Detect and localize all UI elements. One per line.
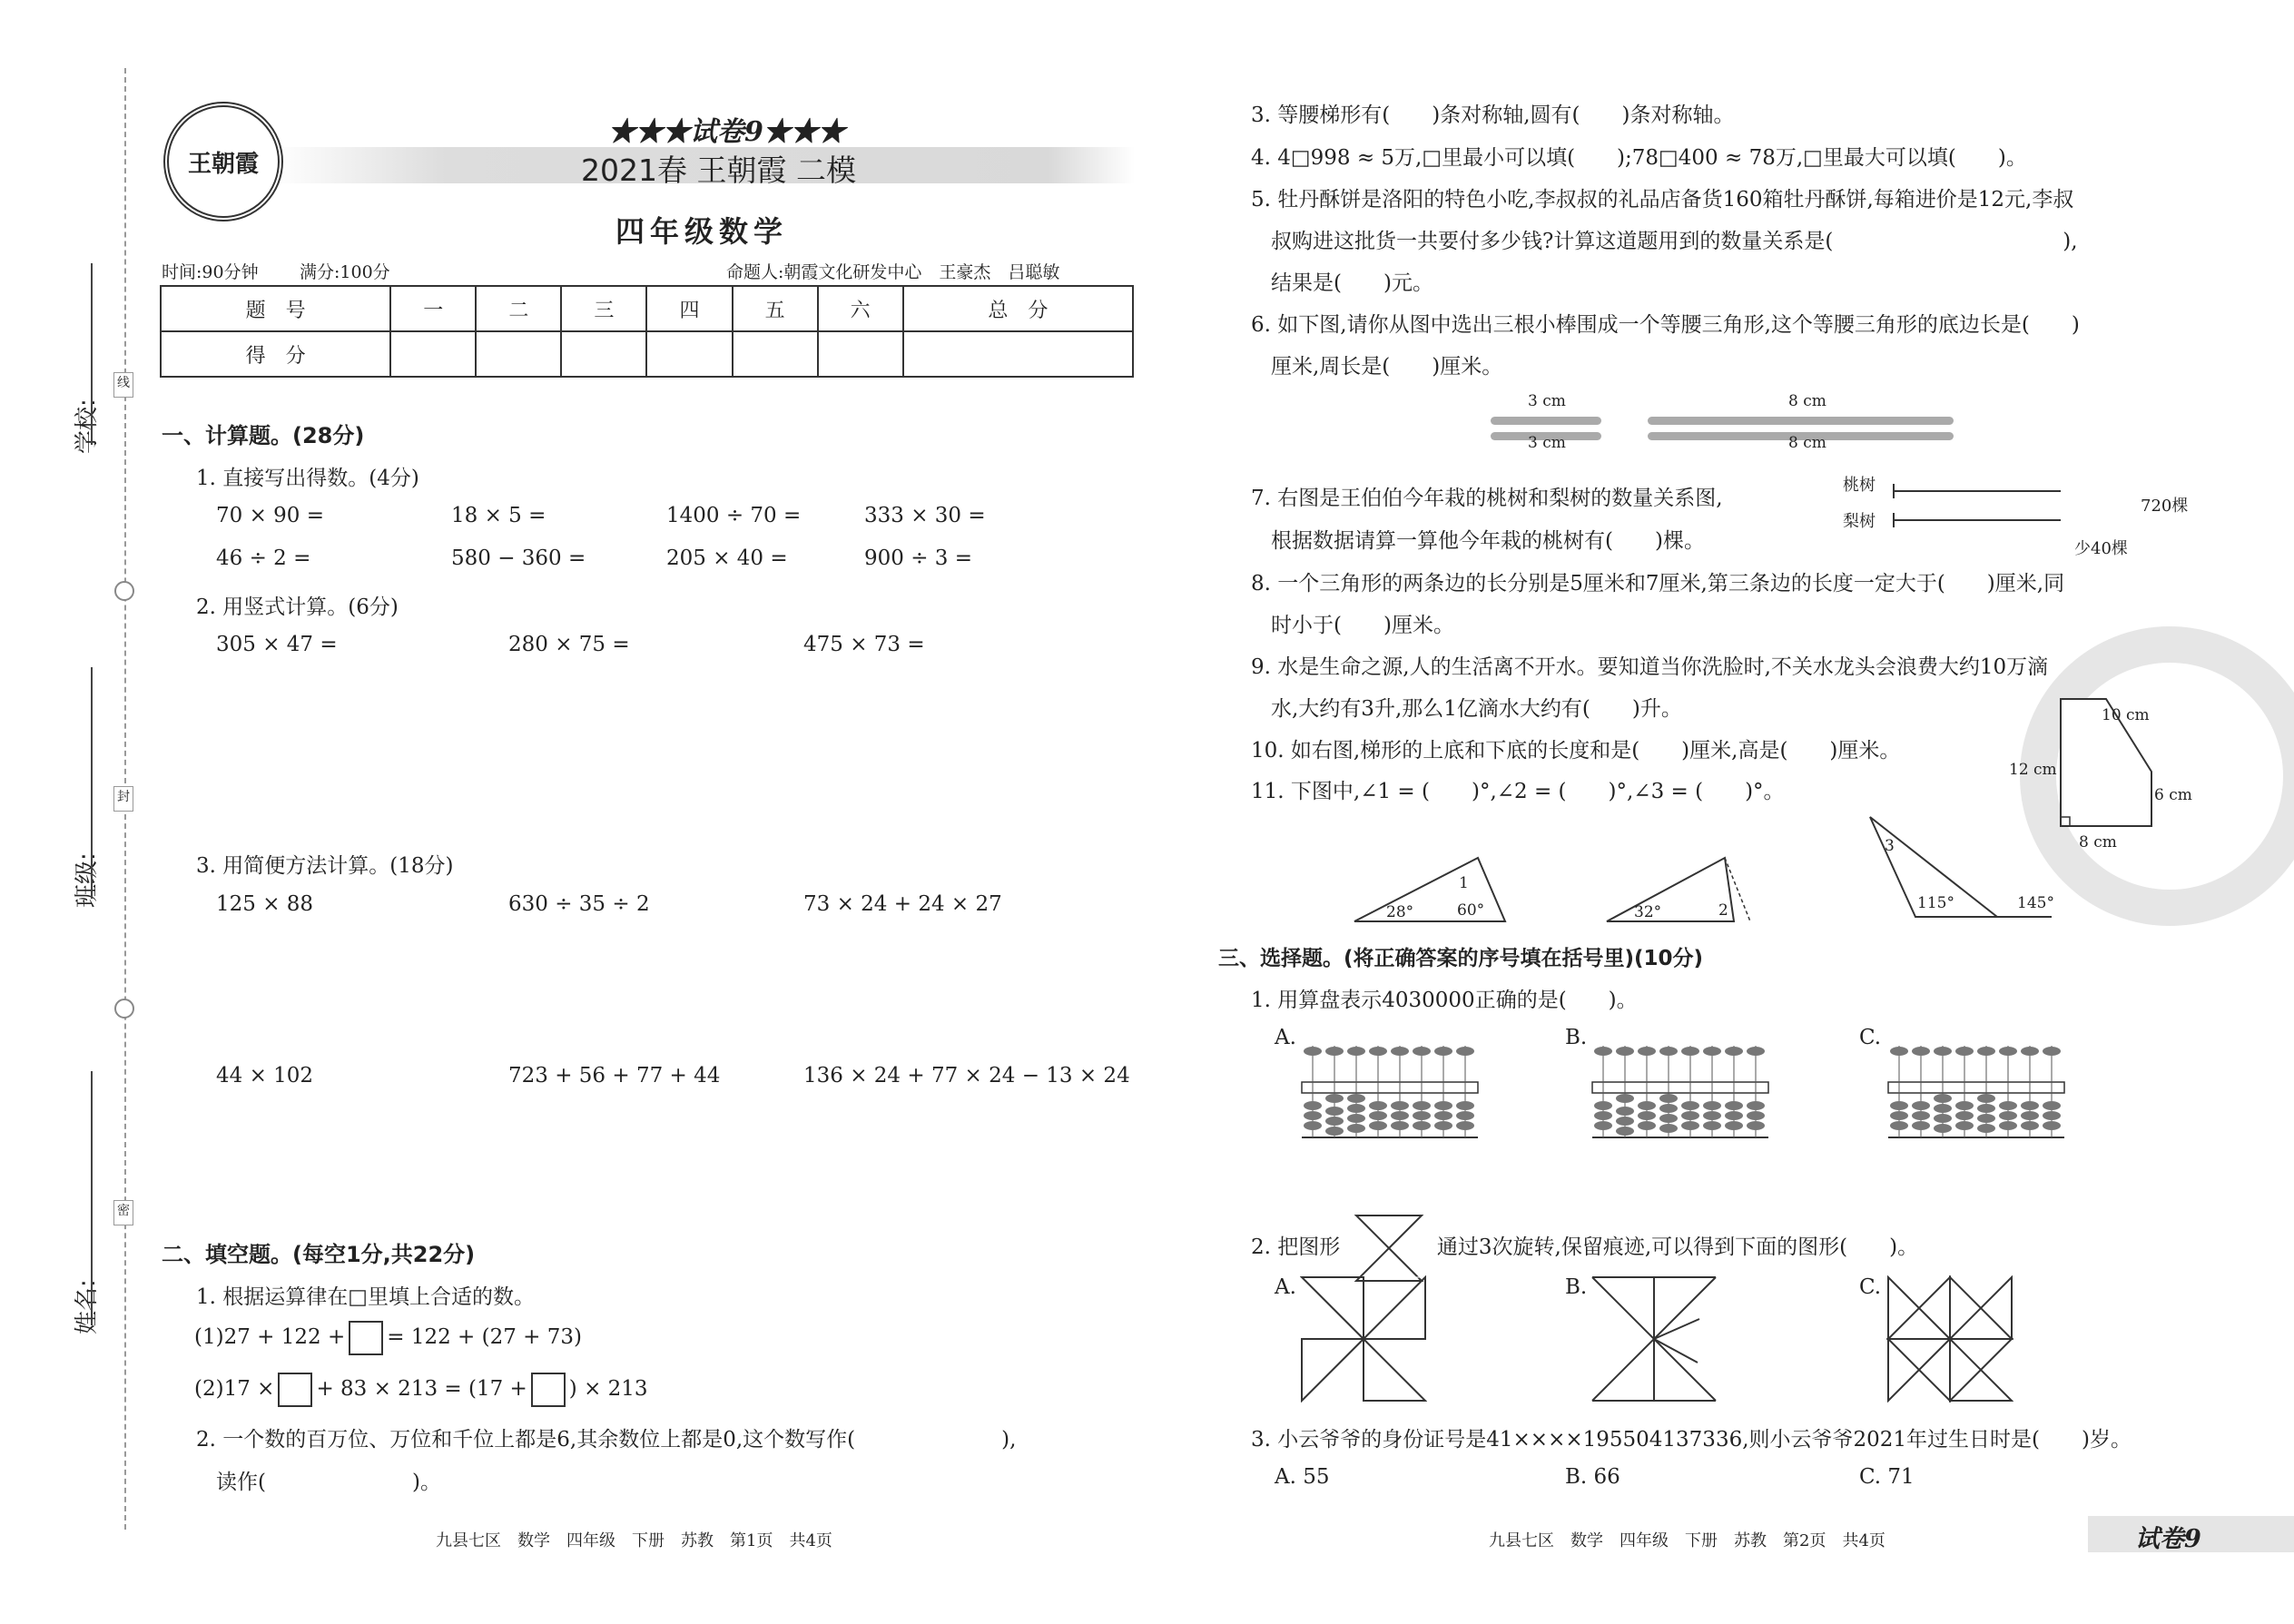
- choice-3-opt-b[interactable]: B. 66: [1565, 1465, 1620, 1489]
- trap-label: 8 cm: [2079, 833, 2117, 851]
- question-2-6-cont: 厘米,周长是( )厘米。: [1271, 355, 1503, 379]
- score-header-row: [161, 286, 1133, 331]
- q21b-b: + 83 × 213 = (17 +: [316, 1377, 527, 1401]
- choice-3-opt-a[interactable]: A. 55: [1275, 1465, 1330, 1489]
- score-cell: 六: [818, 286, 903, 331]
- question-2-1: 1. 根据运算律在□里填上合适的数。: [196, 1285, 535, 1309]
- score-cell: 题 号: [161, 286, 390, 331]
- question-2-4: 4. 4□998 ≈ 5万,□里最小可以填( );78□400 ≈ 78万,□里最大可以填( )。: [1251, 146, 2027, 170]
- binding-mark-secret: 密: [113, 1200, 133, 1225]
- calc-item: 46 ÷ 2 =: [216, 546, 311, 570]
- pinwheel-a-icon: [1300, 1275, 1427, 1403]
- angle-label: 2: [1718, 901, 1728, 920]
- logo-seal: [163, 102, 283, 221]
- choice-3-opt-c[interactable]: C. 71: [1859, 1465, 1915, 1489]
- question-2-5-cont: 叔购进这批货一共要付多少钱?计算这道题用到的数量关系是( ),: [1271, 230, 2078, 253]
- q21b-c: ) × 213: [568, 1377, 648, 1401]
- simplify-item: 73 × 24 + 24 × 27: [803, 892, 1002, 916]
- question-2-8-cont: 时小于( )厘米。: [1271, 614, 1454, 637]
- question-1-3: 3. 用简便方法计算。(18分): [196, 854, 454, 878]
- question-2-7-cont: 根据数据请算一算他今年栽的桃树有( )棵。: [1271, 529, 1705, 553]
- choice-1-opt-c[interactable]: C.: [1859, 1026, 1882, 1049]
- question-2-1a: [194, 1321, 582, 1355]
- question-2-1b: [194, 1373, 648, 1407]
- angle-label: 32°: [1634, 903, 1662, 921]
- class-field[interactable]: [91, 667, 93, 899]
- page-footer-left: 九县七区 数学 四年级 下册 苏教 第1页 共4页: [436, 1531, 832, 1550]
- question-2-8: 8. 一个三角形的两条边的长分别是5厘米和7厘米,第三条边的长度一定大于( )厘米,同: [1251, 572, 2065, 595]
- name-field[interactable]: [91, 1071, 93, 1325]
- section-3-title: 三、选择题。(将正确答案的序号填在括号里)(10分): [1218, 947, 1704, 970]
- question-2-2: 2. 一个数的百万位、万位和千位上都是6,其余数位上都是0,这个数写作( ),: [196, 1428, 1017, 1452]
- choice-1-opt-b[interactable]: B.: [1565, 1026, 1588, 1049]
- question-2-5: 5. 牡丹酥饼是洛阳的特色小吃,李叔叔的礼品店备货160箱牡丹酥饼,每箱进价是12元,李叔: [1251, 188, 2074, 212]
- choice-1-opt-a[interactable]: A.: [1275, 1026, 1296, 1049]
- trap-label: 10 cm: [2102, 706, 2150, 724]
- school-label: 学校:: [74, 399, 101, 454]
- pinwheel-piece-icon: [1353, 1212, 1425, 1284]
- answer-box[interactable]: [278, 1373, 312, 1407]
- stick-8cm: [1648, 417, 1954, 425]
- section-1-title: 一、计算题。(28分): [162, 423, 365, 448]
- score-input[interactable]: [733, 331, 818, 377]
- score-cell: 一: [390, 286, 476, 331]
- abacus-c-icon: [1886, 1042, 2068, 1142]
- simplify-item: 136 × 24 + 77 × 24 − 13 × 24: [803, 1064, 1130, 1088]
- question-2-7: 7. 右图是王伯伯今年栽的桃树和梨树的数量关系图,: [1251, 487, 1723, 510]
- label-peach: 桃树: [1843, 476, 1876, 495]
- school-field[interactable]: [91, 263, 93, 445]
- calc-item: 580 − 360 =: [451, 546, 586, 570]
- exam-full-score: 满分:100分: [300, 262, 390, 282]
- score-input[interactable]: [476, 331, 561, 377]
- label-pear: 梨树: [1843, 512, 1876, 531]
- score-cell: 二: [476, 286, 561, 331]
- calc-item: 900 ÷ 3 =: [864, 546, 973, 570]
- score-cell: 三: [561, 286, 646, 331]
- stick-label: 3 cm: [1528, 392, 1566, 410]
- section-2-title: 二、填空题。(每空1分,共22分): [162, 1242, 476, 1267]
- page-footer-right: 九县七区 数学 四年级 下册 苏教 第2页 共4页: [1489, 1531, 1885, 1550]
- vertical-calc-item: 280 × 75 =: [508, 633, 630, 656]
- exam-time: 时间:90分钟: [162, 262, 259, 282]
- question-1-1: 1. 直接写出得数。(4分): [196, 467, 419, 490]
- choice-2-opt-b[interactable]: B.: [1565, 1275, 1588, 1299]
- angle-label: 3: [1885, 837, 1895, 855]
- question-2-6: 6. 如下图,请你从图中选出三根小棒围成一个等腰三角形,这个等腰三角形的底边长是( ): [1251, 313, 2080, 337]
- exam-authors: 命题人:朝霞文化研发中心 王豪杰 吕聪敏: [726, 262, 1060, 282]
- logo-text: 王朝霞: [187, 150, 259, 178]
- score-cell: 五: [733, 286, 818, 331]
- score-input[interactable]: [903, 331, 1133, 377]
- angle-label: 60°: [1457, 901, 1485, 920]
- answer-box[interactable]: [531, 1373, 566, 1407]
- binding-mark-line: 线: [113, 372, 133, 398]
- choice-3: 3. 小云爷爷的身份证号是41××××195504137336,则小云爷爷2021年过生日时是( )岁。: [1251, 1428, 2132, 1452]
- pinwheel-b-icon: [1590, 1275, 1718, 1403]
- trap-label: 12 cm: [2009, 761, 2057, 779]
- binding-circle-icon: [114, 999, 134, 1019]
- calc-item: 18 × 5 =: [451, 504, 546, 527]
- score-input[interactable]: [818, 331, 903, 377]
- stick-label: 8 cm: [1788, 392, 1826, 410]
- angle-label: 1: [1459, 874, 1469, 892]
- triangle-2: [1607, 858, 1734, 921]
- question-2-11: 11. 下图中,∠1 = ( )°,∠2 = ( )°,∠3 = ( )°。: [1251, 780, 1785, 803]
- trap-label: 6 cm: [2154, 786, 2192, 804]
- score-value-row: [161, 331, 1133, 377]
- binding-mark-seal: 封: [113, 786, 133, 812]
- vertical-calc-item: 475 × 73 =: [803, 633, 925, 656]
- angle-label: 28°: [1386, 903, 1414, 921]
- question-2-10: 10. 如右图,梯形的上底和下底的长度和是( )厘米,高是( )厘米。: [1251, 739, 1901, 763]
- binding-circle-icon: [114, 581, 134, 601]
- question-2-2-cont: 读作( )。: [216, 1471, 441, 1494]
- question-2-5-cont2: 结果是( )元。: [1271, 271, 1433, 295]
- angle-label: 115°: [1917, 894, 1954, 912]
- score-input[interactable]: [561, 331, 646, 377]
- q21a-left: (1)27 + 122 +: [194, 1325, 346, 1349]
- subject-title: 四年级数学: [615, 214, 789, 249]
- paper-title: 2021春 王朝霞 二模: [581, 153, 856, 188]
- choice-2-a: 2. 把图形: [1251, 1235, 1341, 1259]
- paper-series: ★★★试卷9★★★: [608, 116, 845, 148]
- question-2-9-cont: 水,大约有3升,那么1亿滴水大约有( )升。: [1271, 697, 1682, 721]
- score-cell: 得 分: [161, 331, 390, 377]
- score-input[interactable]: [646, 331, 732, 377]
- simplify-item: 630 ÷ 35 ÷ 2: [508, 892, 650, 916]
- choice-1: 1. 用算盘表示4030000正确的是( )。: [1251, 989, 1638, 1012]
- choice-2-b: 通过3次旋转,保留痕迹,可以得到下面的图形( )。: [1436, 1235, 1919, 1259]
- name-label: 姓名:: [74, 1279, 101, 1334]
- question-2-9: 9. 水是生命之源,人的生活离不开水。要知道当你洗脸时,不关水龙头会浪费大约10万滴: [1251, 655, 2049, 679]
- question-2-3: 3. 等腰梯形有( )条对称轴,圆有( )条对称轴。: [1251, 103, 1735, 127]
- vertical-calc-item: 305 × 47 =: [216, 633, 338, 656]
- score-cell: 四: [646, 286, 732, 331]
- corner-series-label: 试卷9: [2135, 1525, 2201, 1553]
- angle-label: 145°: [2017, 894, 2054, 912]
- simplify-item: 44 × 102: [216, 1064, 314, 1088]
- stick-label: 8 cm: [1788, 434, 1826, 452]
- abacus-a-icon: [1300, 1042, 1482, 1142]
- calc-item: 333 × 30 =: [864, 504, 986, 527]
- simplify-item: 723 + 56 + 77 + 44: [508, 1064, 721, 1088]
- choice-2-opt-a[interactable]: A.: [1275, 1275, 1296, 1299]
- calc-item: 70 × 90 =: [216, 504, 325, 527]
- q21a-right: = 122 + (27 + 73): [387, 1325, 582, 1349]
- label-diff: 少40棵: [2074, 539, 2128, 558]
- answer-box[interactable]: [349, 1321, 383, 1355]
- calc-item: 205 × 40 =: [666, 546, 788, 570]
- abacus-b-icon: [1590, 1042, 1772, 1142]
- choice-2: [1251, 1212, 1918, 1284]
- simplify-item: 125 × 88: [216, 892, 314, 916]
- class-label: 班级:: [74, 852, 101, 908]
- calc-item: 1400 ÷ 70 =: [666, 504, 802, 527]
- score-table: [160, 285, 1134, 378]
- pinwheel-c-icon: [1886, 1275, 2013, 1403]
- score-cell: 总 分: [903, 286, 1133, 331]
- stick-label: 3 cm: [1528, 434, 1566, 452]
- question-1-2: 2. 用竖式计算。(6分): [196, 595, 399, 619]
- score-input[interactable]: [390, 331, 476, 377]
- choice-2-opt-c[interactable]: C.: [1859, 1275, 1882, 1299]
- q21b-a: (2)17 ×: [194, 1377, 275, 1401]
- stick-3cm: [1491, 417, 1601, 425]
- label-total: 720棵: [2141, 497, 2189, 516]
